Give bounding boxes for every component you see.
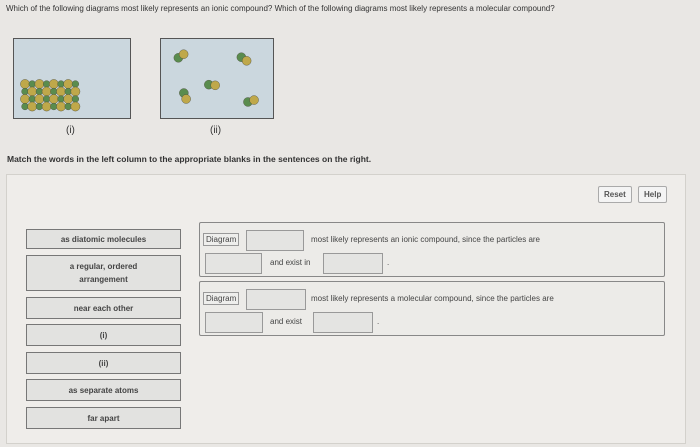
molecule-atom <box>182 94 191 103</box>
lattice-particle <box>43 81 50 88</box>
lattice-particle <box>56 102 65 111</box>
lattice-particle <box>35 94 44 103</box>
blank-ionic-arrangement[interactable] <box>323 253 383 274</box>
lattice-particle <box>71 102 80 111</box>
blank-molecular-particles[interactable] <box>205 312 263 333</box>
sentence-molecular-diagram-tag: Diagram <box>203 292 239 305</box>
lattice-particle <box>50 103 57 110</box>
molecules-graphic <box>161 39 272 117</box>
molecule-atom <box>211 81 220 90</box>
reset-button[interactable]: Reset <box>598 186 632 203</box>
instructions-text: Match the words in the left column to the appropriate blanks in the sentences on the right. <box>7 154 372 164</box>
sentence-ionic-end: . <box>387 258 390 267</box>
lattice-particle <box>42 102 51 111</box>
blank-ionic-particles[interactable] <box>205 253 262 274</box>
sentence-ionic-diagram-tag: Diagram <box>203 233 239 246</box>
sentence-ionic-text-a: most likely represents an ionic compound, since the particles are <box>311 235 540 244</box>
lattice-particle <box>50 88 57 95</box>
chip-diatomic-molecules[interactable]: as diatomic molecules <box>26 229 181 249</box>
lattice-particle <box>49 79 58 88</box>
molecule-atom <box>250 96 259 105</box>
chip-near-each-other[interactable]: near each other <box>26 297 181 319</box>
blank-molecular-diagram[interactable] <box>246 289 306 310</box>
lattice-particle <box>72 96 79 103</box>
lattice-particle <box>36 88 43 95</box>
lattice-particle <box>22 103 29 110</box>
blank-molecular-arrangement[interactable] <box>313 312 373 333</box>
sentence-molecular-text-a: most likely represents a molecular compound, since the particles are <box>311 294 554 303</box>
sentence-molecular-end: . <box>377 317 380 326</box>
chip-separate-atoms[interactable]: as separate atoms <box>26 379 181 401</box>
question-text: Which of the following diagrams most likely represents an ionic compound? Which of the following diagrams most likely represents a molecular compound? <box>6 4 555 13</box>
lattice-particle <box>29 96 36 103</box>
molecule-atom <box>179 50 188 59</box>
chip-regular-ordered-arrangement[interactable]: a regular, ordered arrangement <box>26 255 181 291</box>
lattice-particle <box>65 103 72 110</box>
lattice-particle <box>20 94 29 103</box>
chip-diagram-i[interactable]: (i) <box>26 324 181 346</box>
help-button[interactable]: Help <box>638 186 667 203</box>
lattice-particle <box>72 81 79 88</box>
lattice-particle <box>36 103 43 110</box>
chip-diagram-ii[interactable]: (ii) <box>26 352 181 374</box>
lattice-particle <box>35 79 44 88</box>
lattice-particle <box>42 87 51 96</box>
blank-ionic-diagram[interactable] <box>246 230 304 251</box>
lattice-particle <box>64 94 73 103</box>
sentence-ionic-text-b: and exist in <box>270 258 311 267</box>
lattice-particle <box>56 87 65 96</box>
lattice-particle <box>49 94 58 103</box>
lattice-particle <box>20 79 29 88</box>
lattice-particle <box>58 81 65 88</box>
diagram-i-label: (i) <box>66 125 75 136</box>
lattice-particle <box>64 79 73 88</box>
diagram-ii-label: (ii) <box>210 125 222 136</box>
lattice-particle <box>29 81 36 88</box>
lattice-particle <box>28 87 37 96</box>
sentence-molecular <box>199 281 665 336</box>
lattice-particle <box>58 96 65 103</box>
ionic-lattice-graphic <box>14 39 129 117</box>
sentence-molecular-text-b: and exist <box>270 317 303 326</box>
diagram-i-image <box>13 38 131 119</box>
lattice-particle <box>22 88 29 95</box>
diagram-ii-image <box>160 38 274 119</box>
lattice-particle <box>28 102 37 111</box>
sentence-ionic <box>199 222 665 277</box>
molecule-atom <box>242 56 251 65</box>
lattice-particle <box>43 96 50 103</box>
lattice-particle <box>65 88 72 95</box>
lattice-particle <box>71 87 80 96</box>
chip-far-apart[interactable]: far apart <box>26 407 181 429</box>
